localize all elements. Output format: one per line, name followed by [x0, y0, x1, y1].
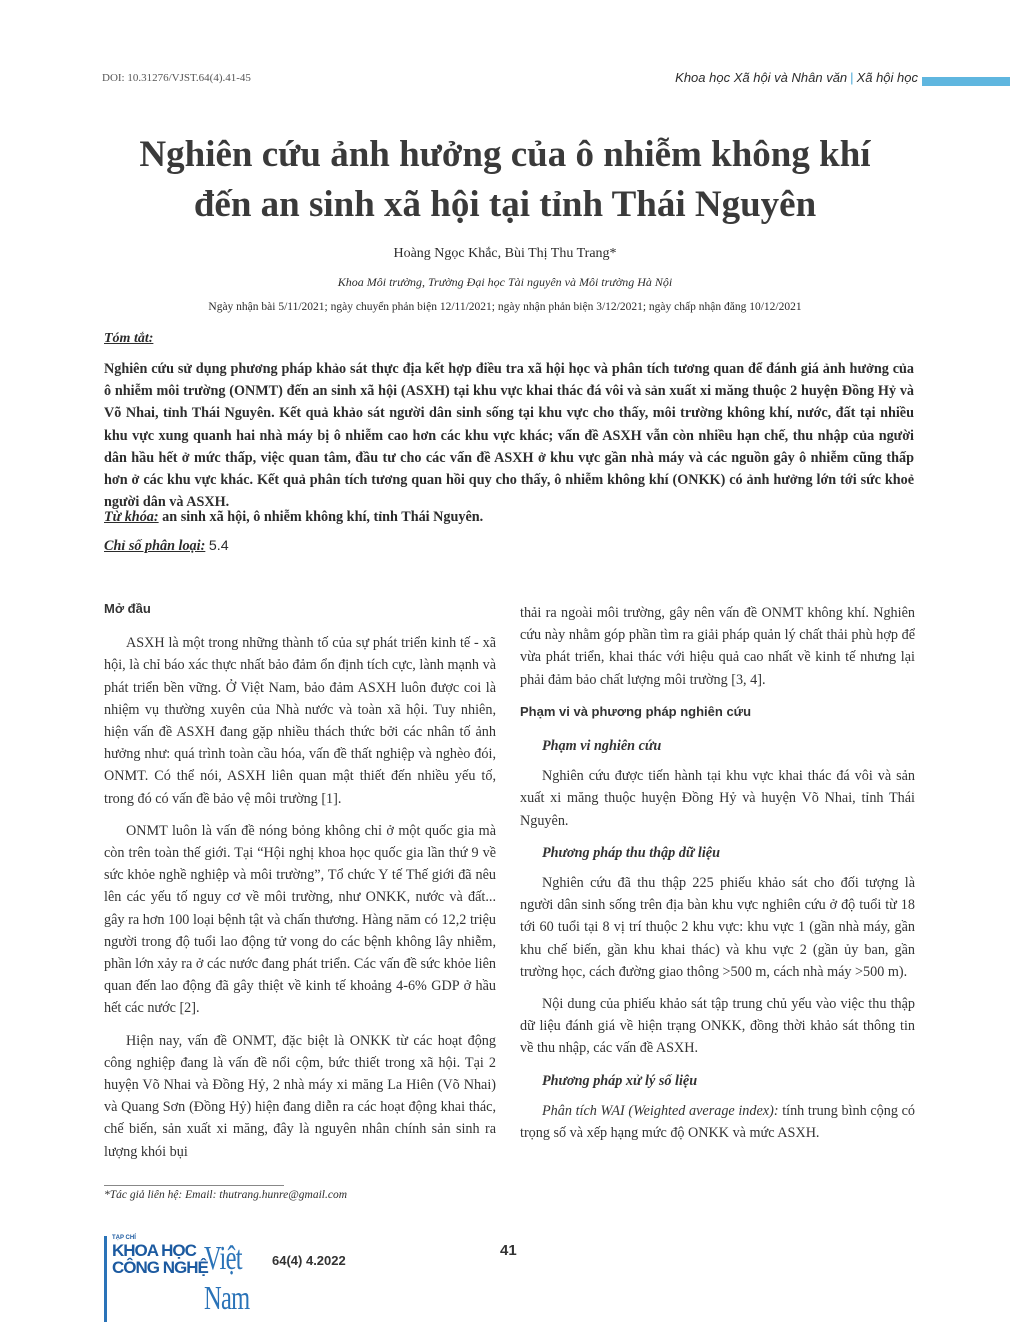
- keywords-label: Từ khóa:: [104, 509, 159, 525]
- affiliation: Khoa Môi trường, Trường Đại học Tài nguyên và Môi trường Hà Nội: [337, 275, 673, 289]
- process-paragraph: [520, 1100, 915, 1144]
- logo-line-1: KHOA HỌC: [112, 1241, 196, 1260]
- authors: Hoàng Ngọc Khắc, Bùi Thị Thu Trang*: [393, 246, 617, 261]
- method-heading: Phạm vi và phương pháp nghiên cứu: [520, 703, 752, 719]
- body-column-left: [104, 598, 496, 1173]
- keywords-text: an sinh xã hội, ô nhiễm không khí, tỉnh Thái Nguyên.: [162, 509, 484, 525]
- header-accent-bar: [922, 77, 1010, 86]
- scope-paragraph: Nghiên cứu được tiến hành tại khu vực khai thác đá vôi và sản xuất xi măng thuộc huyện Đồng Hỷ và huyện Võ Nhai, tỉnh Thái Nguyên.: [520, 768, 915, 829]
- classification-label: Chỉ số phân loại:: [104, 538, 206, 554]
- footer-accent-bar: [104, 1236, 107, 1322]
- journal-subsection: Xã hội học: [856, 70, 918, 85]
- intro-paragraph-1: ASXH là một trong những thành tố của sự phát triển kinh tế - xã hội, là chỉ báo xác thực nhất bảo đảm ổn định tích cực, lành mạnh và phát triển bền vững. Ở Việt Nam, bảo đảm ASXH luôn được coi là nhiệm vụ thường xuyên của Nhà nước và toàn xã hội. Tuy nhiên, hiện vấn đề ASXH đang gặp nhiều thách thức bởi các nhân tố ảnh hưởng như: quá trình toàn cầu hóa, vấn đề thất nghiệp và nghèo đói, ONMT. Có thể nói, ASXH liên quan mật thiết đến nhiều yếu tố, trong đó có vấn đề bảo vệ môi trường [1].: [104, 635, 496, 807]
- logo-vietnam: Việt Nam: [204, 1240, 250, 1317]
- title-line-2: đến an sinh xã hội tại tỉnh Thái Nguyên: [193, 184, 817, 225]
- abstract-text: Nghiên cứu sử dụng phương pháp khảo sát thực địa kết hợp điều tra xã hội học và phân tích tương quan để đánh giá ảnh hưởng của ô nhiễm môi trường (ONMT) đến an sinh xã hội (ASXH) tại khu vực khai thác đá vôi và sản xuất xi măng thuộc 2 huyện Đồng Hỷ và Võ Nhai, tỉnh Thái Nguyên. Kết quả khảo sát người dân sinh sống tại khu vực cho thấy, môi trường không khí, nước, đất tại nhiều khu vực xung quanh hai nhà máy bị ô nhiễm cao hơn các khu vực khác; vấn đề ASXH vẫn còn nhiều hạn chế, thu nhập của người dân hầu hết ở mức thấp, việc quan tâm, đầu tư cho các vấn đề ASXH ở khu vực gần nhà máy và các nguồn gây ô nhiễm cũng thấp hơn ở các khu vực khác. Kết quả phân tích tương quan hồi quy cho thấy, ô nhiễm không khí (ONKK) có ảnh hưởng lớn tới sức khoẻ người dân và ASXH.: [104, 361, 914, 511]
- collect-heading: Phương pháp thu thập dữ liệu: [542, 844, 720, 861]
- body-column-right: [520, 602, 915, 1154]
- journal-section: Khoa học Xã hội và Nhân văn: [675, 70, 848, 85]
- classification-value: 5.4: [208, 538, 229, 554]
- submission-dates: Ngày nhận bài 5/11/2021; ngày chuyển phản biện 12/11/2021; ngày nhận phản biện 3/12/2021; ngày chấp nhận đăng 10/12/2021: [208, 301, 802, 313]
- collect-paragraph-1: Nghiên cứu đã thu thập 225 phiếu khảo sát cho đối tượng là người dân sinh sống trên địa bàn khu vực nghiên cứu ở độ tuổi từ 18 tới 60 tuổi tại 8 vị trí thuộc 2 khu vực: khu vực 1 (gần nhà máy, gần khu chế biến, gần khu khai thác) và khu vực 2 (gần ủy ban, gần trường học, cách đường giao thông >500 m, cách nhà máy >500 m).: [520, 875, 915, 980]
- intro-paragraph-3-continued: thải ra ngoài môi trường, gây nên vấn đề ONMT không khí. Nghiên cứu này nhằm góp phần tìm ra giải pháp quản lý chất thải phù hợp để vừa phát triển, khai thác với hiệu quả cao nhất về kinh tế nhưng lại phải đảm bảo chất lượng môi trường [3, 4].: [520, 605, 915, 688]
- abstract-label: Tóm tắt:: [104, 331, 154, 346]
- classification: [104, 538, 229, 555]
- issue-number: 64(4) 4.2022: [272, 1253, 346, 1268]
- process-label: Phân tích WAI (Weighted average index):: [542, 1102, 779, 1119]
- title-line-1: Nghiên cứu ảnh hưởng của ô nhiễm không khí: [139, 134, 871, 175]
- intro-paragraph-3: Hiện nay, vấn đề ONMT, đặc biệt là ONKK từ các hoạt động công nghiệp đang là vấn đề nổi cộm, bức thiết trong xã hội. Tại 2 huyện Võ Nhai và Đồng Hỷ, 2 nhà máy xi măng La Hiên (Võ Nhai) và Quang Sơn (Đồng Hỷ) hiện đang diễn ra các hoạt động khai thác, chế biến, sản xuất xi măng, đây là nguyên nhân chính sản sinh ra lượng khói bụi: [104, 1032, 496, 1160]
- footnote-rule: [104, 1185, 284, 1186]
- intro-heading: Mở đầu: [104, 601, 151, 616]
- collect-paragraph-2: Nội dung của phiếu khảo sát tập trung chủ yếu vào việc thu thập dữ liệu đánh giá về hiện trạng ONKK, đồng thời khảo sát thông tin về thu nhập, các vấn đề ASXH.: [520, 996, 915, 1057]
- intro-paragraph-2: ONMT luôn là vấn đề nóng bỏng không chỉ ở một quốc gia mà còn trên toàn thế giới. Tại “Hội nghị khoa học quốc gia lần thứ 9 về sức khỏe nghề nghiệp và môi trường”, Tổ chức Y tế Thế giới đã nêu lên các yếu tố nguy cơ về môi trường, như ONKK, nước và đất... gây ra hơn 100 loại bệnh tật và chấn thương. Hàng năm có 12,2 triệu người trong độ tuổi lao động tử vong do các bệnh không lây nhiễm, phần lớn xảy ra ở các nước đang phát triển. Các vấn đề sức khỏe liên quan đến lao động đã gây thiệt về kinh tế khoảng 4-6% GDP ở hầu hết các nước [2].: [104, 822, 496, 1017]
- doi: DOI: 10.31276/VJST.64(4).41-45: [102, 72, 251, 84]
- logo-line-2: CÔNG NGHỆ: [112, 1258, 208, 1277]
- keywords: [104, 509, 914, 526]
- header-separator: |: [850, 70, 854, 85]
- process-heading: Phương pháp xử lý số liệu: [542, 1072, 698, 1089]
- process-text: tính trung bình cộng có trọng số và xếp hạng mức độ ONKK và mức ASXH.: [520, 1102, 915, 1142]
- page-number: 41: [500, 1242, 517, 1259]
- logo-small-text: TẠP CHÍ: [112, 1235, 136, 1241]
- article-title: [60, 130, 950, 230]
- journal-section-header: [675, 70, 918, 85]
- footnote: *Tác giả liên hệ: Email: thutrang.hunre@gmail.com: [104, 1189, 347, 1201]
- scope-heading: Phạm vi nghiên cứu: [542, 738, 662, 755]
- journal-logo: [110, 1235, 270, 1317]
